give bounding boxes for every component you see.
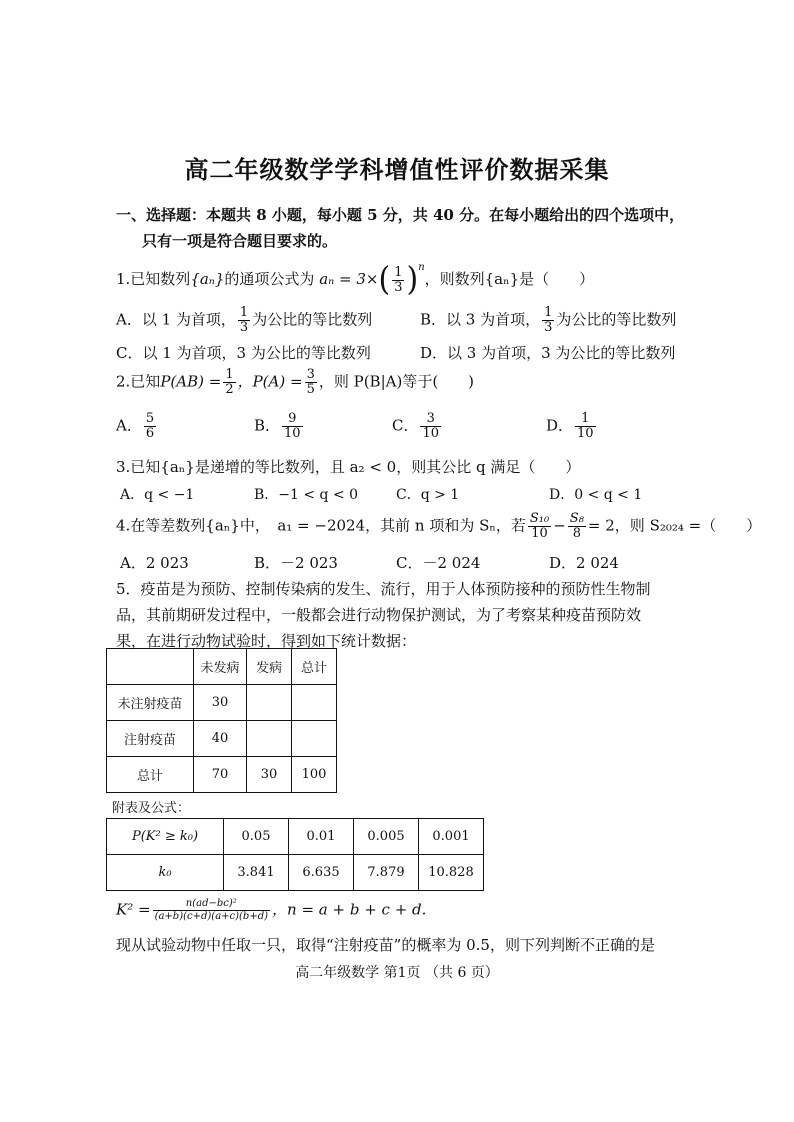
- q2-pab: P(AB) =: [160, 372, 222, 391]
- formula-den: (a+b)(c+d)(a+c)(b+d): [154, 911, 269, 922]
- q2-option-d: [546, 412, 598, 441]
- stats-table: [106, 648, 337, 793]
- q1-option-d: D．以 3 为首项，3 为公比的等比数列: [420, 344, 676, 362]
- q2-pa: ，P(A) =: [237, 372, 303, 391]
- formula-fraction: [153, 898, 270, 923]
- q2-option-b-fraction: [282, 412, 303, 441]
- q1-suffix: ，则数列{aₙ}是（ ）: [424, 270, 595, 288]
- q2-option-b-label: B．: [254, 416, 281, 435]
- q2-option-d-label: D．: [546, 416, 574, 435]
- q5-line-2: 品，其前期研发过程中，一般都会进行动物保护测试，为了考察某种疫苗预防效: [116, 606, 642, 624]
- q1-option-b-fraction: [542, 306, 554, 335]
- q2-option-c: [392, 412, 443, 441]
- question-1: [116, 260, 595, 299]
- section-heading-line1: 一、选择题：本题共 8 小题，每小题 5 分，共 40 分。在每小题给出的四个选项中，: [116, 206, 685, 224]
- q4-frac1-den: 10: [531, 526, 548, 541]
- q2-option-d-fraction: [575, 412, 596, 441]
- q2-option-b: [254, 412, 305, 441]
- question-4: [116, 512, 761, 541]
- q1-option-a-den: 3: [239, 320, 249, 335]
- table-row: [107, 855, 484, 891]
- q2-option-d-num: 1: [575, 412, 596, 427]
- q2-pa-den: 5: [306, 382, 315, 397]
- q1-option-a-post: 为公比的等比数列: [252, 310, 373, 329]
- left-paren-icon: (: [378, 260, 391, 299]
- q1-option-b-den: 3: [544, 320, 553, 335]
- q1-fraction: [392, 266, 404, 295]
- table-cell: 30: [247, 757, 292, 793]
- q4-frac2-num: S₈: [569, 511, 584, 526]
- q2-pa-fraction: [305, 368, 317, 397]
- table-cell: 3.841: [224, 855, 289, 891]
- q1-frac-den: 3: [394, 279, 403, 295]
- table-cell: 70: [194, 757, 247, 793]
- table-row: [107, 757, 337, 793]
- page-footer: 高二年级数学 第1页 （共 6 页）: [295, 965, 499, 981]
- q1-prefix: 1.已知数列: [116, 270, 191, 288]
- table-cell: 总计: [107, 757, 194, 793]
- q2-option-b-num: 9: [282, 412, 303, 427]
- q1-exponent: n: [418, 262, 425, 273]
- q5-line-3: 果，在进行动物试验时，得到如下统计数据：: [116, 632, 417, 650]
- q1-option-a-pre: A．以 1 为首项，: [116, 310, 236, 329]
- q1-option-a: [116, 306, 372, 335]
- q2-option-d-den: 10: [577, 426, 594, 441]
- table-cell: k₀: [107, 855, 224, 891]
- table-cell: 总计: [292, 649, 337, 685]
- formula-num: n(ad−bc)²: [153, 898, 270, 911]
- q4-option-d: D．2 024: [549, 554, 619, 572]
- formula-lhs: K² =: [116, 900, 151, 919]
- q2-option-a-label: A．: [116, 416, 142, 435]
- q2-option-c-num: 3: [420, 412, 441, 427]
- table-cell: 0.05: [224, 819, 289, 855]
- q4-suffix: = 2，则 S₂₀₂₄ =（ ）: [587, 516, 762, 535]
- table-cell: 100: [292, 757, 337, 793]
- table-cell: 未发病: [194, 649, 247, 685]
- appendix-label: 附表及公式：: [112, 801, 191, 816]
- formula-rhs: ，n = a + b + c + d.: [272, 900, 427, 919]
- q1-option-c: C．以 1 为首项，3 为公比的等比数列: [116, 344, 371, 362]
- table-row: [107, 685, 337, 721]
- q3-option-d: D．0 < q < 1: [549, 487, 643, 503]
- q3-option-c: C．q > 1: [396, 487, 460, 503]
- page-title: 高二年级数学学科增值性评价数据采集: [184, 155, 610, 184]
- right-paren-icon: ): [406, 260, 419, 299]
- q2-suffix: ，则 P(B|A)等于( ): [318, 372, 475, 391]
- question-3: 3.已知{aₙ}是递增的等比数列，且 a₂ < 0，则其公比 q 满足（ ）: [116, 458, 581, 476]
- table-cell: 0.01: [289, 819, 354, 855]
- table-cell: 6.635: [289, 855, 354, 891]
- q2-option-a-den: 6: [145, 426, 155, 441]
- q4-option-a: A．2 023: [120, 554, 189, 572]
- table-cell: P(K² ≥ k₀): [107, 819, 224, 855]
- table-cell: [247, 721, 292, 757]
- table-cell: 30: [194, 685, 247, 721]
- q1-seq: {aₙ}: [190, 270, 225, 288]
- table-cell: 发病: [247, 649, 292, 685]
- q1-option-b-post: 为公比的等比数列: [556, 310, 677, 329]
- q1-frac-num: 1: [394, 264, 403, 280]
- q4-fraction-1: [528, 512, 551, 541]
- q4-option-c: C．－2 024: [396, 554, 481, 572]
- q1-option-b: [420, 306, 676, 335]
- table-cell: 10.828: [419, 855, 484, 891]
- q5-line-1: 5．疫苗是为预防、控制传染病的发生、流行，用于人体预防接种的预防性生物制: [116, 580, 651, 598]
- q2-option-b-den: 10: [284, 426, 301, 441]
- table-cell: [247, 685, 292, 721]
- q2-option-c-fraction: [420, 412, 441, 441]
- q3-option-b: B．−1 < q < 0: [254, 487, 359, 503]
- table-cell: 未注射疫苗: [107, 685, 194, 721]
- q2-pab-num: 1: [225, 367, 234, 382]
- q2-option-a-fraction: [144, 412, 156, 441]
- q4-minus: −: [553, 516, 566, 535]
- chi-square-formula: [116, 898, 426, 923]
- q2-pab-fraction: [223, 368, 235, 397]
- q2-pa-num: 3: [306, 367, 315, 382]
- table-cell: [107, 649, 194, 685]
- q4-option-b: B．－2 023: [254, 554, 338, 572]
- table-cell: 0.001: [419, 819, 484, 855]
- q4-fraction-2: [568, 512, 586, 541]
- q1-formula-lhs: aₙ = 3×: [319, 270, 379, 288]
- table-cell: 注射疫苗: [107, 721, 194, 757]
- section-heading-line2: 只有一项是符合题目要求的。: [142, 232, 338, 250]
- q3-option-a: A．q < −1: [120, 487, 195, 503]
- table-cell: [292, 685, 337, 721]
- table-cell: 0.005: [354, 819, 419, 855]
- q4-frac2-den: 8: [572, 526, 581, 541]
- q2-option-c-label: C．: [392, 416, 419, 435]
- table-row: [107, 721, 337, 757]
- q1-option-b-pre: B．以 3 为首项，: [420, 310, 541, 329]
- table-cell: 7.879: [354, 855, 419, 891]
- q4-frac1-num: S₁₀: [529, 511, 550, 526]
- table-row: [107, 649, 337, 685]
- q2-option-c-den: 10: [422, 426, 440, 441]
- critical-value-table: [106, 818, 484, 891]
- q2-prefix: 2.已知: [116, 372, 161, 391]
- q1-option-a-fraction: [238, 306, 250, 335]
- q1-option-a-num: 1: [239, 305, 249, 320]
- q5-last-line: 现从试验动物中任取一只，取得“注射疫苗”的概率为 0.5，则下列判断不正确的是: [116, 936, 655, 954]
- table-cell: [292, 721, 337, 757]
- q2-pab-den: 2: [225, 382, 234, 397]
- question-2: [116, 368, 474, 397]
- q1-mid: 的通项公式为: [224, 270, 315, 288]
- q2-option-a-num: 5: [145, 411, 155, 426]
- q1-option-b-num: 1: [544, 305, 553, 320]
- table-row: [107, 819, 484, 855]
- q2-option-a: [116, 412, 158, 441]
- q4-prefix: 4.在等差数列{aₙ}中， a₁ = −2024，其前 n 项和为 Sₙ，若: [116, 516, 526, 535]
- table-cell: 40: [194, 721, 247, 757]
